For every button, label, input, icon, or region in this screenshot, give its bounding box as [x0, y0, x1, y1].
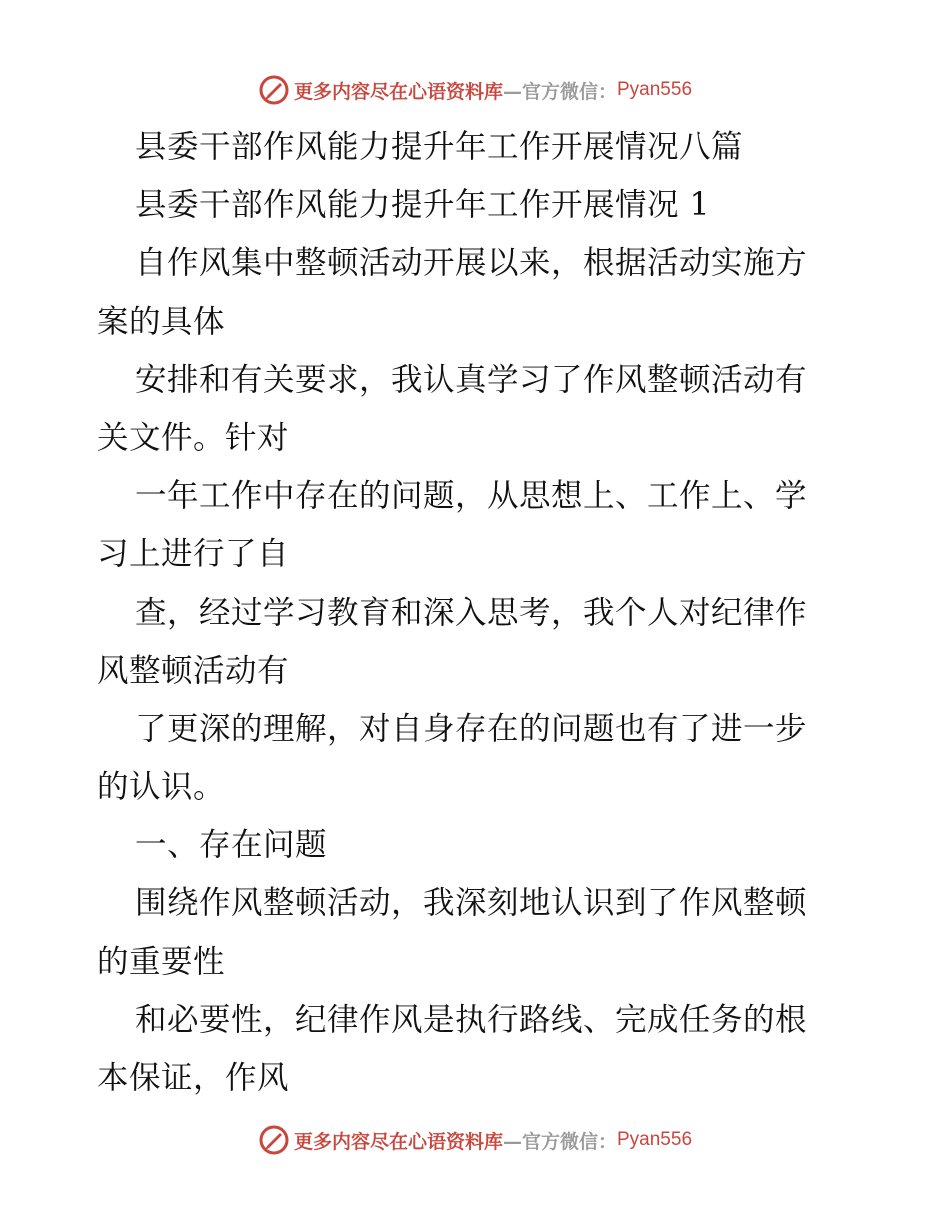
watermark-red-text: 更多内容尽在心语资料库: [293, 1130, 503, 1153]
watermark-id-text: Pyan556: [617, 79, 693, 100]
body-line: 安排和有关要求，我认真学习了作风整顿活动有: [135, 361, 808, 398]
body-line: 围绕作风整顿活动，我深刻地认识到了作风整顿: [135, 885, 808, 922]
body-line: 风整顿活动有: [97, 652, 290, 689]
quill-logo-icon: [258, 74, 290, 106]
document-body: [97, 118, 857, 1107]
body-line: 关文件。针对: [97, 419, 290, 456]
footer-watermark: [0, 1120, 950, 1160]
section-heading: 一、存在问题: [135, 827, 328, 864]
body-line: 自作风集中整顿活动开展以来，根据活动实施方: [135, 245, 808, 282]
body-line: 案的具体: [97, 303, 226, 340]
body-line: 本保证，作风: [97, 1060, 290, 1096]
watermark-red-text: 更多内容尽在心语资料库: [293, 80, 503, 103]
body-line: 的认识。: [97, 769, 226, 806]
watermark-gray-text: —官方微信：: [502, 1130, 617, 1153]
watermark-id-text: Pyan556: [617, 1129, 693, 1150]
body-line: 了更深的理解，对自身存在的问题也有了进一步: [135, 710, 808, 747]
body-line: 的重要性: [97, 943, 226, 980]
document-title: 县委干部作风能力提升年工作开展情况八篇: [135, 129, 744, 165]
body-line: 习上进行了自: [97, 536, 290, 573]
quill-logo-icon: [258, 1124, 290, 1156]
body-line: 和必要性，纪律作风是执行路线、完成任务的根: [135, 1001, 808, 1038]
document-subtitle: 县委干部作风能力提升年工作开展情况 1: [135, 187, 711, 224]
body-line: 一年工作中存在的问题，从思想上、工作上、学: [135, 478, 808, 515]
header-watermark: [0, 70, 950, 110]
body-line: 查，经过学习教育和深入思考，我个人对纪律作: [135, 594, 808, 631]
watermark-gray-text: —官方微信：: [502, 80, 617, 103]
